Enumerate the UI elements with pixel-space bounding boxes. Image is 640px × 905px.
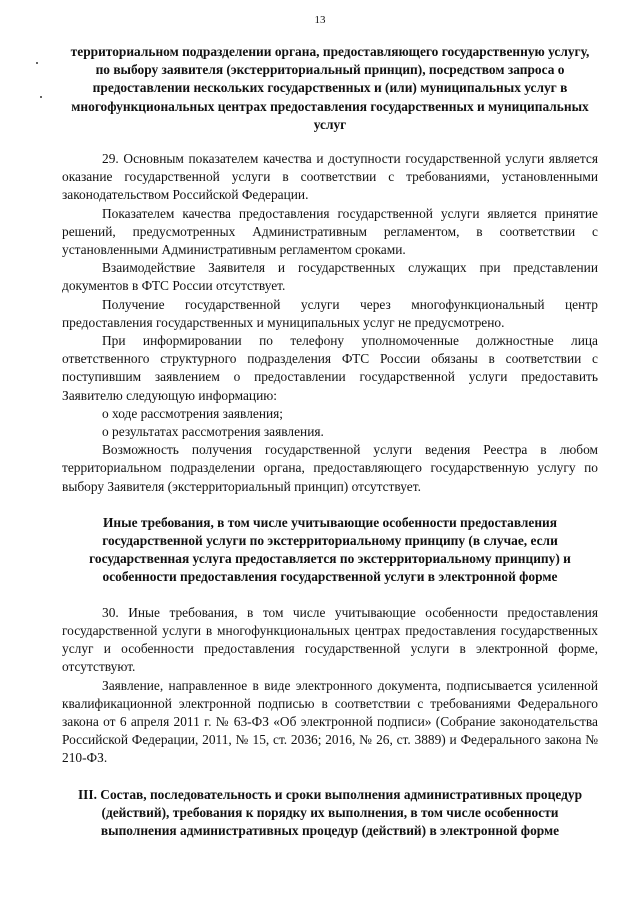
- paragraph-30-1: 30. Иные требования, в том числе учитывающие особенности предоставления государственной услуги в многофункциональных центрах предоставления государственных услуг и особенности предоставления государственной услуги в электронной форме, отсутствуют.: [62, 604, 598, 675]
- paragraph-29-1: 29. Основным показателем качества и доступности государственной услуги является оказание государственной услуги в соответствии с требованиями, установленными законодательством Российской Федерации.: [62, 151, 598, 203]
- document-body: [62, 43, 598, 840]
- paragraph-30-2: Заявление, направленное в виде электронного документа, подписывается усиленной квалификационной электронной подписью в соответствии с требованиями Федерального закона от 6 апреля 2011 г. № 63-ФЗ «Об электронной подписи» (Собрание законодательства Российской Федерации, 2011, № 15, ст. 2036; 2016, № 26, ст. 3889) и Федерального закона № 210-ФЗ.: [62, 677, 598, 766]
- section-heading-top: территориальном подразделении органа, предоставляющего государственную услугу, по выбору заявителя (экстерриториальный принцип), посредством запроса о предоставлении нескольких государственных и (или) муниципальных услуг в многофункциональных центрах предоставления государственных и муниципальных услуг: [70, 44, 590, 132]
- paragraph-29-4: Получение государственной услуги через многофункциональный центр предоставления государственных и муниципальных услуг не предусмотрено.: [62, 296, 598, 330]
- page-number: 13: [314, 14, 326, 26]
- paragraph-29-6: Возможность получения государственной услуги ведения Реестра в любом территориальном подразделении органа, предоставляющего государственную услугу по выбору Заявителя (экстерриториальный принцип) отсутствует.: [62, 442, 598, 494]
- list-item: о ходе рассмотрения заявления;: [102, 405, 284, 421]
- paragraph-29-2: Показателем качества предоставления государственной услуги является принятие решений, предусмотренных Административным регламентом, в соответствии с установленными Административным регламентом сроками.: [62, 205, 598, 258]
- paragraph-29-5: При информировании по телефону уполномоченные должностные лица ответственного структурного подразделения ФТС России обязаны в соответствии с поступившим заявлением о предоставлении государственной услуги предоставить Заявителю следующую информацию:: [62, 333, 598, 403]
- chapter-heading-iii: III. Состав, последовательность и сроки выполнения административных процедур (действий), требования к порядку их выполнения, в том числе особенности выполнения административных процедур (действий) в электронной форме: [77, 786, 583, 838]
- section-heading-other-requirements: Иные требования, в том числе учитывающие особенности предоставления государственной услуги по экстерриториальному принципу (в случае, если государственная услуга предоставляется по экстерриториальному принципу) и особенности предоставления государственной услуги в электронной форме: [89, 514, 571, 585]
- scan-mark: [40, 96, 42, 98]
- paragraph-29-3: Взаимодействие Заявителя и государственных служащих при представлении документов в ФТС России отсутствует.: [62, 260, 598, 294]
- scan-mark: [36, 62, 38, 64]
- list-item: о результатах рассмотрения заявления.: [102, 424, 324, 440]
